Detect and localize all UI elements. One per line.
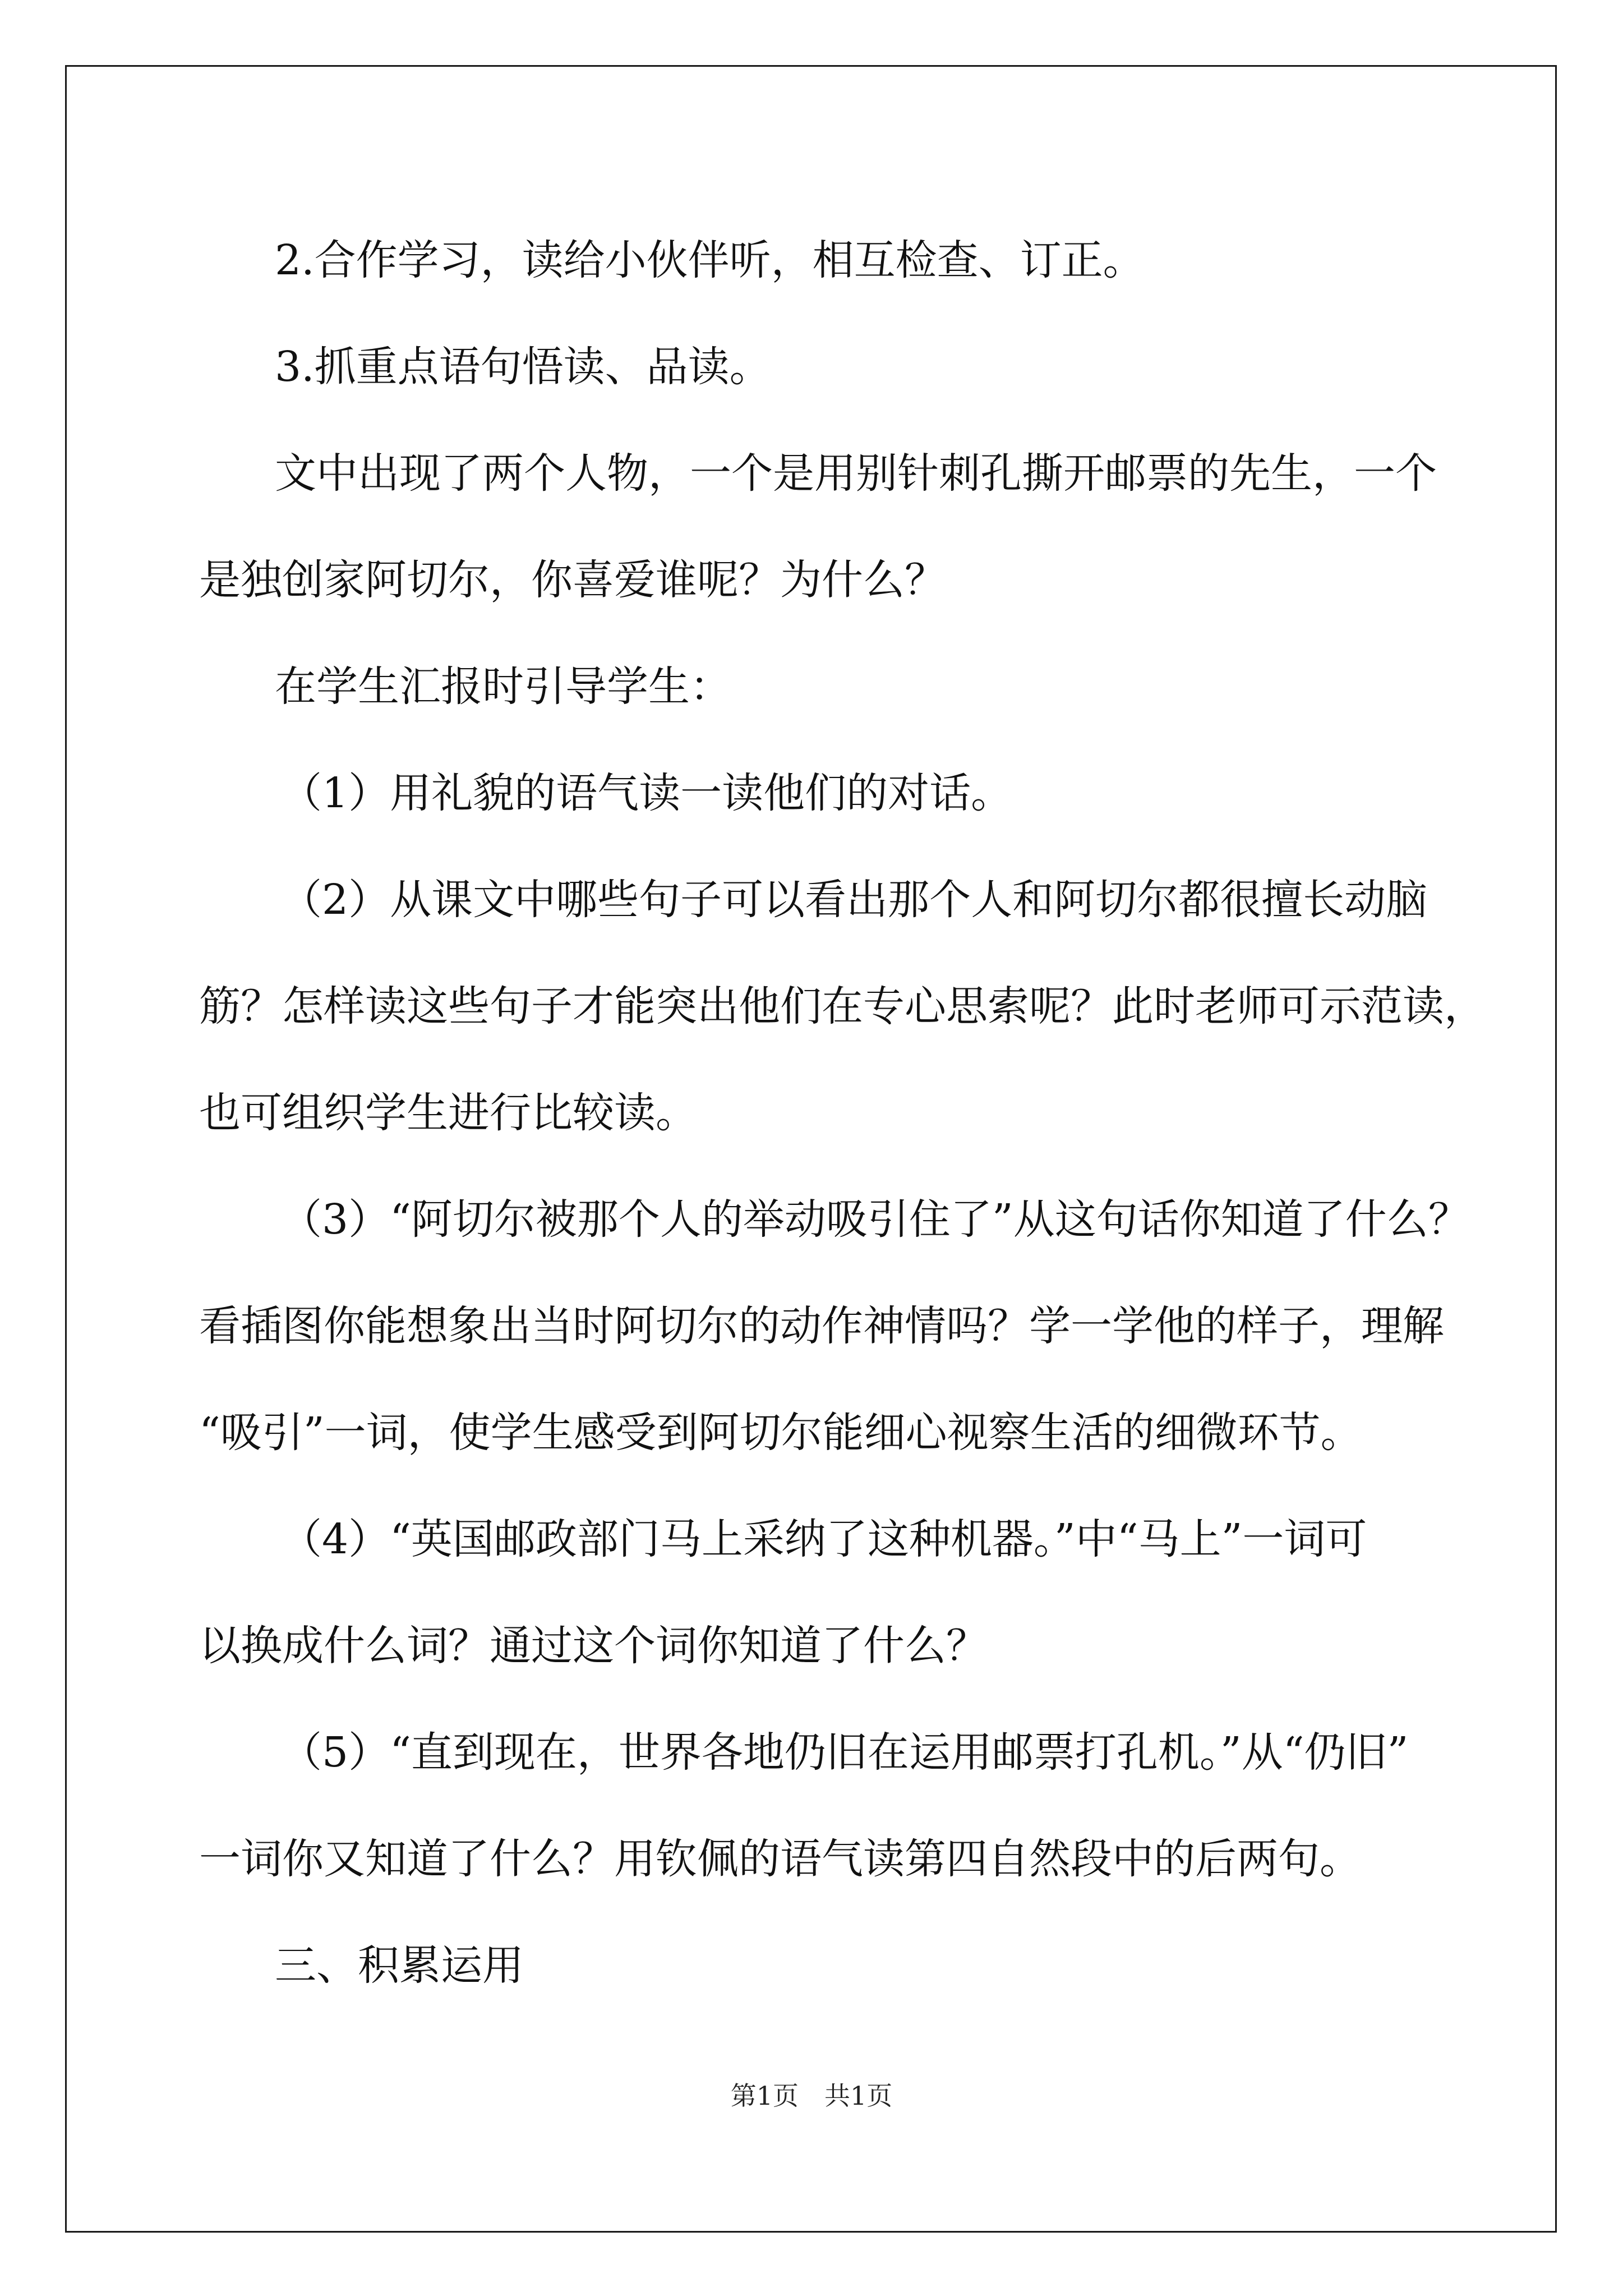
text-line: （3）“阿切尔被那个人的举动吸引住了”从这句话你知道了什么？: [280, 1195, 1470, 1244]
text-line: 文中出现了两个人物，一个是用别针刺孔撕开邮票的先生，一个: [275, 449, 1437, 498]
text-line: （4）“英国邮政部门马上采纳了这种机器。”中“马上”一词可: [280, 1515, 1367, 1563]
text-line: 筋？怎样读这些句子才能突出他们在专心思索呢？此时老师可示范读，: [199, 982, 1486, 1030]
text-line: “吸引”一词，使学生感受到阿切尔能细心视察生活的细微环节。: [199, 1409, 1362, 1457]
text-line: 在学生汇报时引导学生：: [275, 662, 731, 711]
page-footer: 第1页 共1页: [730, 2081, 893, 2111]
text-line: 看插图你能想象出当时阿切尔的动作神情吗？学一学他的样子，理解: [199, 1302, 1444, 1350]
text-line: 是独创家阿切尔，你喜爱谁呢？为什么？: [199, 556, 946, 604]
text-line: （2）从课文中哪些句子可以看出那个人和阿切尔都很擅长动脑: [280, 876, 1428, 924]
text-line: 一词你又知道了什么？用钦佩的语气读第四自然段中的后两句。: [199, 1835, 1361, 1883]
text-line: 以换成什么词？通过这个词你知道了什么？: [199, 1622, 988, 1670]
text-line: （1）用礼貌的语气读一读他们的对话。: [280, 769, 1013, 817]
text-line: （5）“直到现在，世界各地仍旧在运用邮票打孔机。”从“仍旧”: [280, 1728, 1409, 1777]
text-line: 也可组织学生进行比较读。: [199, 1089, 697, 1137]
text-line: 三、积累运用: [275, 1941, 524, 1990]
text-line: 3.抓重点语句悟读、品读。: [275, 343, 771, 391]
text-line: 2.合作学习，读给小伙伴听，相互检查、订正。: [275, 236, 1145, 284]
